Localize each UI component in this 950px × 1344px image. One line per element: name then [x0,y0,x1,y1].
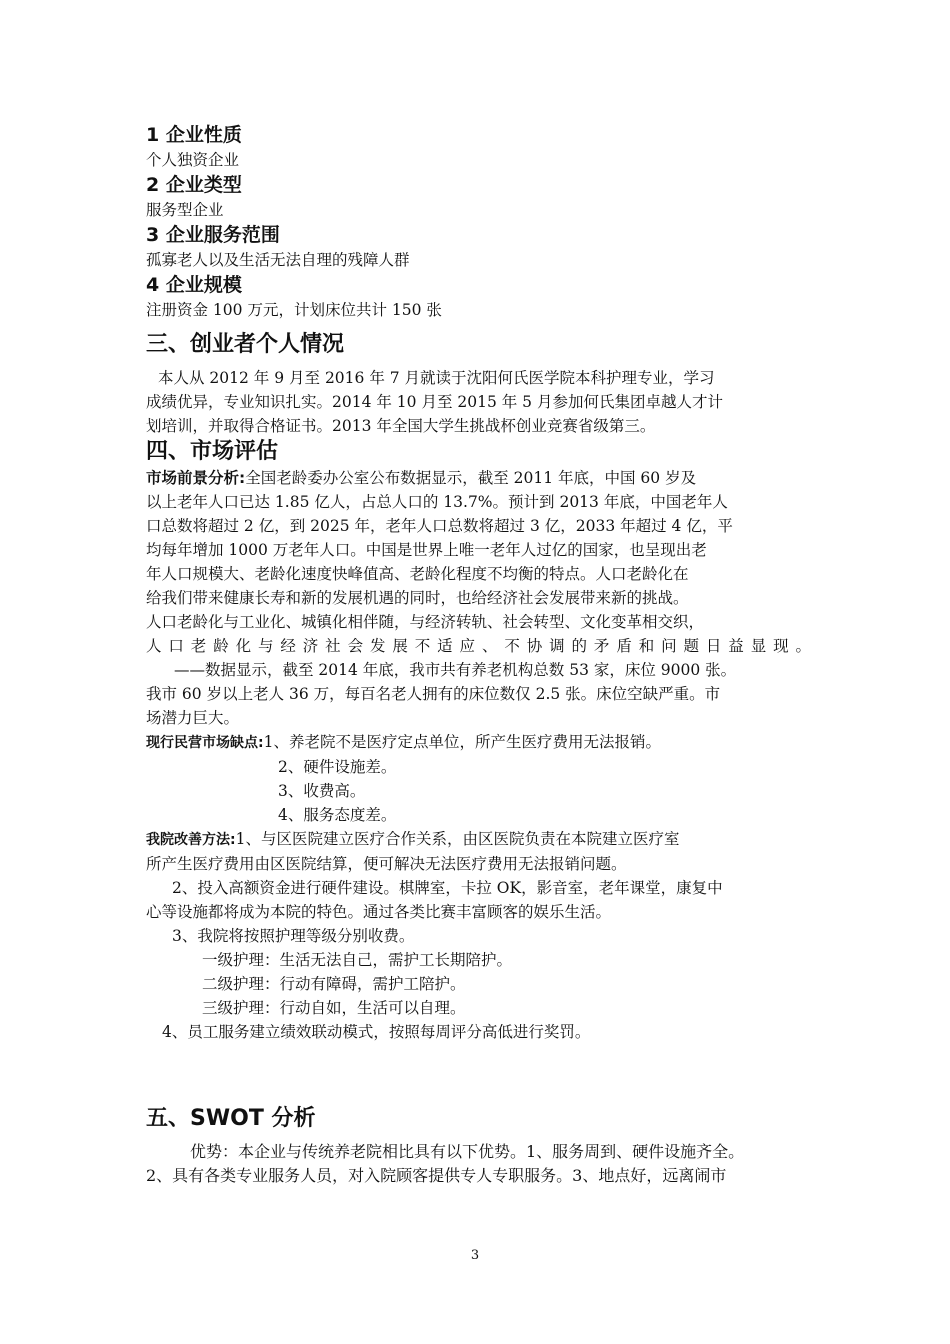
prospect-line: 我市 60 岁以上老人 36 万，每百名老人拥有的床位数仅 2.5 张。床位空缺严重。市 [146,685,721,703]
improve-paragraph [146,827,811,852]
swot-line: 2、具有各类专业服务人员，对入院顾客提供专人专职服务。3、地点好，远离闹市 [146,1166,727,1185]
improve-line: 二级护理：行动有障碍，需护工陪护。 [202,975,466,993]
market-defects-paragraph [146,730,811,755]
prospect-line: 人口老龄化与工业化、城镇化相伴随，与经济转轨、社会转型、文化变革相交织， [146,613,705,631]
heading-service-scope: 3 企业服务范围 [146,224,280,246]
page-content [146,122,811,1188]
improve-line: 心等设施都将成为本院的特色。通过各类比赛丰富顾客的娱乐生活。 [146,903,612,921]
improve-line: 2、投入高额资金进行硬件建设。棋牌室，卡拉 OK，影音室，老年课堂，康复中 [172,879,723,897]
market-prospect-first: 全国老龄委办公室公布数据显示，截至 2011 年底，中国 60 岁及 [245,469,697,487]
heading-business-scale: 4 企业规模 [146,274,242,296]
text-business-nature: 个人独资企业 [146,151,240,169]
text-business-type: 服务型企业 [146,201,224,219]
page-number: 3 [470,1248,480,1263]
improve-line: 一级护理：生活无法自己，需护工长期陪护。 [202,951,513,969]
defect-item: 2、硬件设施差。 [278,758,397,776]
heading-business-nature: 1 企业性质 [146,124,242,146]
text-service-scope: 孤寡老人以及生活无法自理的残障人群 [146,251,410,269]
text-business-scale: 注册资金 100 万元，计划床位共计 150 张 [146,301,442,319]
founder-line: 划培训，并取得合格证书。2013 年全国大学生挑战杯创业竞赛省级第三。 [146,417,656,435]
market-prospect-label: 市场前景分析: [146,469,246,487]
defect-item: 1、养老院不是医疗定点单位，所产生医疗费用无法报销。 [263,733,661,751]
heading-founder: 三、创业者个人情况 [146,332,345,357]
prospect-line: ——数据显示，截至 2014 年底，我市共有养老机构总数 53 家，床位 9000 张。 [174,661,737,679]
prospect-line: 给我们带来健康长寿和新的发展机遇的同时，也给经济社会发展带来新的挑战。 [146,589,689,607]
improve-line: 三级护理：行动自如，生活可以自理。 [202,999,466,1017]
improve-line: 4、员工服务建立绩效联动模式，按照每周评分高低进行奖罚。 [162,1023,591,1041]
prospect-line: 人口老龄化与经济社会发展不适应、不协调的矛盾和问题日益显现。 [146,637,811,655]
heading-business-type: 2 企业类型 [146,174,242,196]
improve-line: 所产生医疗费用由区医院结算，便可解决无法医疗费用无法报销问题。 [146,855,627,873]
improve-label: 我院改善方法: [146,832,236,848]
founder-line: 成绩优异，专业知识扎实。2014 年 10 月至 2015 年 5 月参加何氏集团卓越人才计 [146,393,723,411]
defect-item: 4、服务态度差。 [278,806,397,824]
heading-swot: 五、SWOT 分析 [146,1106,316,1131]
prospect-line: 以上老年人口已达 1.85 亿人，占总人口的 13.7%。预计到 2013 年底，中国老年人 [146,493,728,511]
defect-item: 3、收费高。 [278,782,366,800]
improve-line: 3、我院将按照护理等级分别收费。 [172,927,415,945]
prospect-line: 年人口规模大、老龄化速度快峰值高、老龄化程度不均衡的特点。人口老龄化在 [146,565,689,583]
founder-line: 本人从 2012 年 9 月至 2016 年 7 月就读于沈阳何氏医学院本科护理专业，学习 [158,369,715,387]
market-defects-label: 现行民营市场缺点: [146,735,264,751]
prospect-line: 口总数将超过 2 亿，到 2025 年，老年人口总数将超过 3 亿，2033 年超过 4 亿，平 [146,517,733,535]
improve-first: 1、与区医院建立医疗合作关系，由区医院负责在本院建立医疗室 [235,830,680,848]
swot-line: 优势：本企业与传统养老院相比具有以下优势。1、服务周到、硬件设施齐全。 [190,1142,745,1161]
prospect-line: 均每年增加 1000 万老年人口。中国是世界上唯一老年人过亿的国家，也呈现出老 [146,541,707,559]
heading-market: 四、市场评估 [146,439,279,464]
prospect-line: 场潜力巨大。 [146,709,240,727]
market-prospect-paragraph [146,466,811,490]
